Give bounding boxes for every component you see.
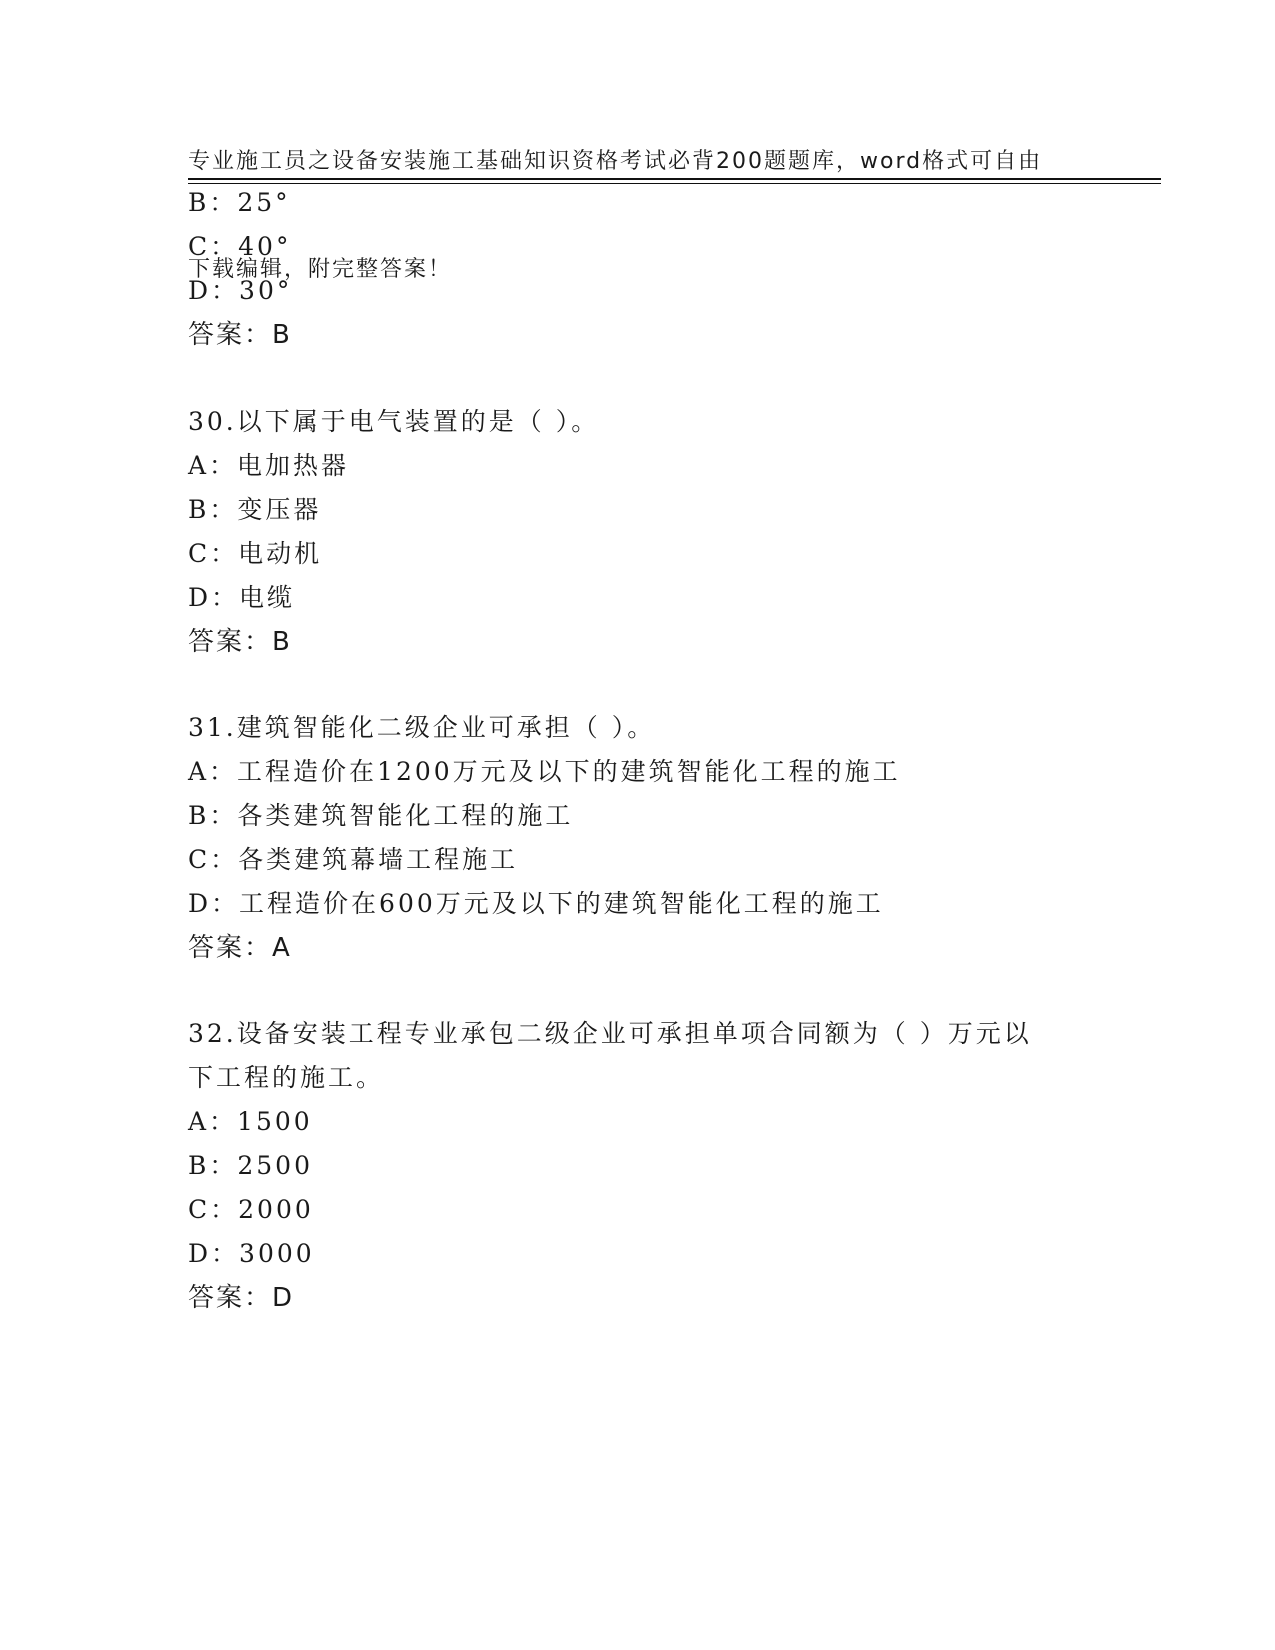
header-line-2: 下载编辑，附完整答案！ <box>188 257 453 282</box>
question-30-option-d: D：电缆 <box>188 583 296 612</box>
question-32-stem-line-2: 下工程的施工。 <box>188 1063 385 1092</box>
prev-option-b: B：25° <box>188 188 291 217</box>
header-line-1: 专业施工员之设备安装施工基础知识资格考试必背200题题库，word格式可自由 <box>188 149 1043 174</box>
question-31-answer: 答案：A <box>188 933 292 963</box>
question-32-option-d: D：3000 <box>188 1239 315 1268</box>
document-header <box>188 72 1088 360</box>
question-30-stem: 30.以下属于电气装置的是（ ）。 <box>188 407 600 436</box>
question-30-option-a: A：电加热器 <box>188 451 350 480</box>
question-31-option-a: A：工程造价在1200万元及以下的建筑智能化工程的施工 <box>188 757 901 786</box>
prev-option-d: D：30° <box>188 276 293 305</box>
question-30-option-b: B：变压器 <box>188 495 322 524</box>
prev-answer: 答案：B <box>188 320 292 350</box>
question-32-option-a: A：1500 <box>188 1107 313 1136</box>
question-30-option-c: C：电动机 <box>188 539 323 568</box>
question-31-stem: 31.建筑智能化二级企业可承担（ ）。 <box>188 713 656 742</box>
header-divider-thin <box>188 183 1161 184</box>
prev-option-c: C：40° <box>188 232 292 261</box>
question-32-option-b: B：2500 <box>188 1151 313 1180</box>
question-32-answer: 答案：D <box>188 1283 295 1313</box>
question-31-option-d: D：工程造价在600万元及以下的建筑智能化工程的施工 <box>188 889 884 918</box>
question-32-stem-line-1: 32.设备安装工程专业承包二级企业可承担单项合同额为（ ）万元以 <box>188 1019 1032 1048</box>
question-30-answer: 答案：B <box>188 627 292 657</box>
question-32-option-c: C：2000 <box>188 1195 314 1224</box>
question-31-option-b: B：各类建筑智能化工程的施工 <box>188 801 574 830</box>
header-divider-thick <box>188 178 1161 180</box>
question-31-option-c: C：各类建筑幕墙工程施工 <box>188 845 519 874</box>
